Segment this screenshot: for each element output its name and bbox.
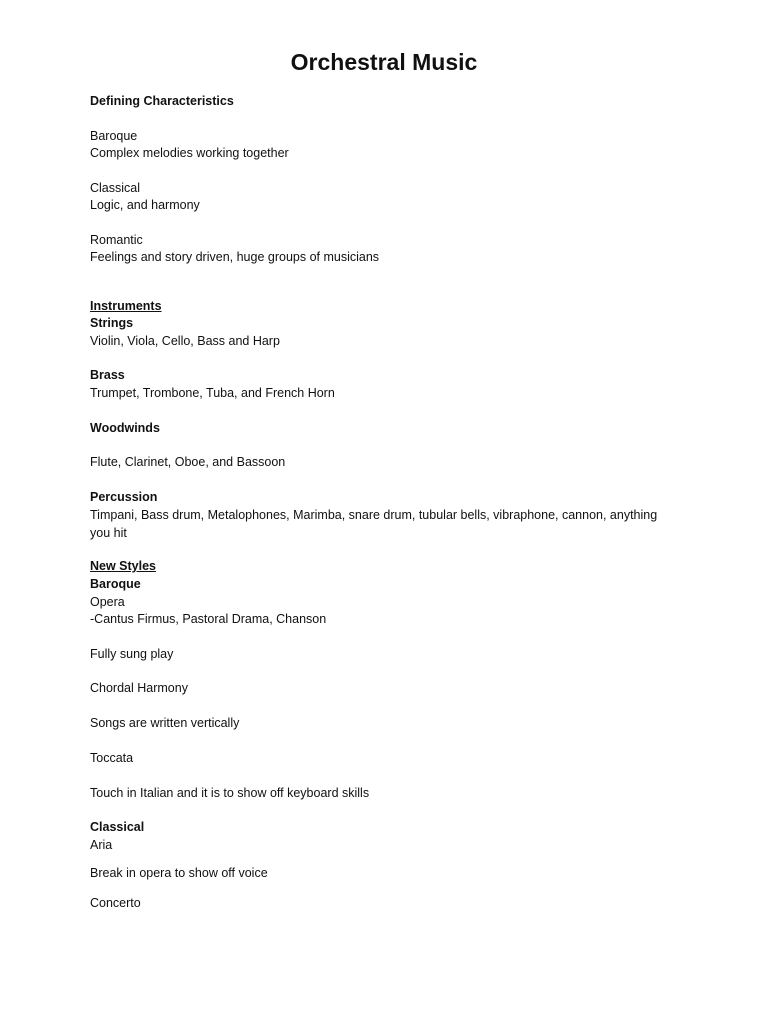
classical-era-description: Logic, and harmony	[90, 198, 200, 212]
brass-list: Trumpet, Trombone, Tuba, and French Horn	[90, 386, 335, 400]
strings-list: Violin, Viola, Cello, Bass and Harp	[90, 334, 280, 348]
baroque-era-label: Baroque	[90, 129, 138, 143]
baroque-era-description: Complex melodies working together	[90, 146, 289, 160]
opera-detail: -Cantus Firmus, Pastoral Drama, Chanson	[90, 612, 327, 626]
chordal-harmony: Chordal Harmony	[90, 681, 188, 695]
aria-description: Break in opera to show off voice	[90, 866, 268, 880]
page-title: Orchestral Music	[290, 49, 478, 75]
woodwinds-list: Flute, Clarinet, Oboe, and Bassoon	[90, 455, 286, 469]
fully-sung-play: Fully sung play	[90, 647, 174, 661]
romantic-era-description: Feelings and story driven, huge groups of musicians	[90, 250, 380, 264]
brass-label: Brass	[90, 368, 125, 382]
concerto-label: Concerto	[90, 896, 141, 910]
opera-label: Opera	[90, 595, 125, 609]
toccata-label: Toccata	[90, 751, 134, 765]
songs-vertical: Songs are written vertically	[90, 716, 240, 730]
new-styles-heading: New Styles	[90, 559, 157, 573]
classical-style-label: Classical	[90, 820, 145, 834]
woodwinds-label: Woodwinds	[90, 421, 160, 435]
aria-label: Aria	[90, 838, 113, 852]
percussion-label: Percussion	[90, 490, 158, 504]
romantic-era-label: Romantic	[90, 233, 143, 247]
baroque-style-label: Baroque	[90, 577, 141, 591]
toccata-description: Touch in Italian and it is to show off keyboard skills	[90, 786, 370, 800]
classical-era-label: Classical	[90, 181, 141, 195]
instruments-heading: Instruments	[90, 299, 162, 313]
strings-label: Strings	[90, 316, 134, 330]
characteristics-heading: Defining Characteristics	[90, 94, 234, 108]
percussion-list: Timpani, Bass drum, Metalophones, Marimba, snare drum, tubular bells, vibraphone, cannon, anything you hit	[90, 508, 658, 540]
